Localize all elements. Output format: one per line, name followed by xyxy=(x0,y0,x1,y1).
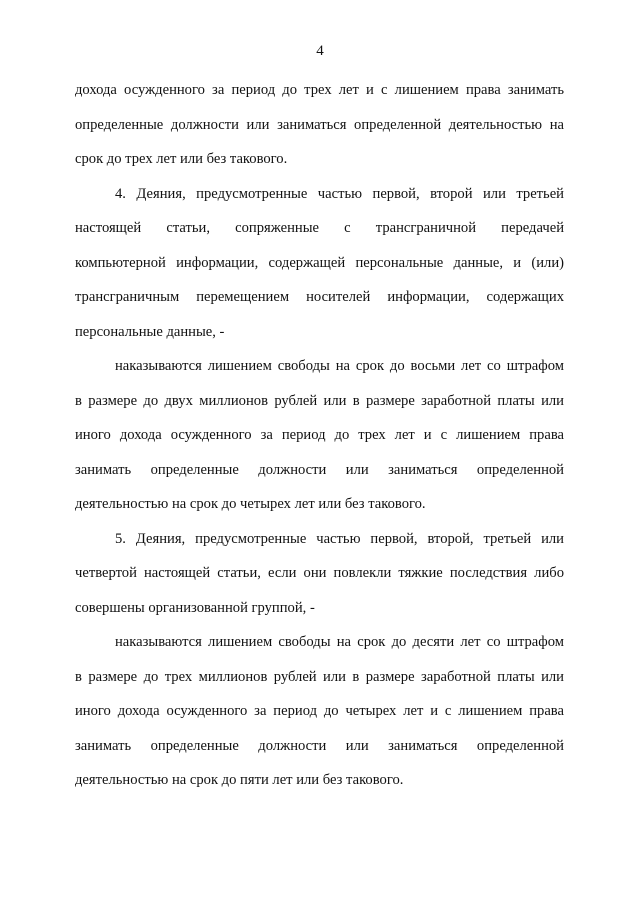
text-line: в размере до двух миллионов рублей или в размере заработной платы или xyxy=(75,393,564,409)
text-line: деятельностью на срок до пяти лет или без такового. xyxy=(75,772,404,788)
text-line: 5. Деяния, предусмотренные частью первой, второй, третьей или xyxy=(115,531,564,547)
page-number: 4 xyxy=(316,43,324,59)
text-line: персональные данные, - xyxy=(75,324,225,340)
text-line: дохода осужденного за период до трех лет и с лишением права занимать xyxy=(75,82,564,98)
text-line: наказываются лишением свободы на срок до восьми лет со штрафом xyxy=(115,358,564,374)
text-line: срок до трех лет или без такового. xyxy=(75,151,288,167)
text-line: 4. Деяния, предусмотренные частью первой, второй или третьей xyxy=(115,186,564,202)
text-line: определенные должности или заниматься определенной деятельностью на xyxy=(75,117,564,133)
text-line: трансграничным перемещением носителей информации, содержащих xyxy=(75,289,564,305)
text-line: совершены организованной группой, - xyxy=(75,600,315,616)
text-line: компьютерной информации, содержащей персональные данные, и (или) xyxy=(75,255,564,271)
text-line: четвертой настоящей статьи, если они повлекли тяжкие последствия либо xyxy=(75,565,564,581)
text-line: иного дохода осужденного за период до четырех лет и с лишением права xyxy=(75,703,564,719)
text-line: в размере до трех миллионов рублей или в размере заработной платы или xyxy=(75,669,564,685)
text-line: занимать определенные должности или заниматься определенной xyxy=(75,738,564,754)
text-line: иного дохода осужденного за период до трех лет и с лишением права xyxy=(75,427,564,443)
text-line: занимать определенные должности или заниматься определенной xyxy=(75,462,564,478)
text-line: деятельностью на срок до четырех лет или без такового. xyxy=(75,496,426,512)
text-line: настоящей статьи, сопряженные с трансграничной передачей xyxy=(75,220,564,236)
text-line: наказываются лишением свободы на срок до десяти лет со штрафом xyxy=(115,634,564,650)
